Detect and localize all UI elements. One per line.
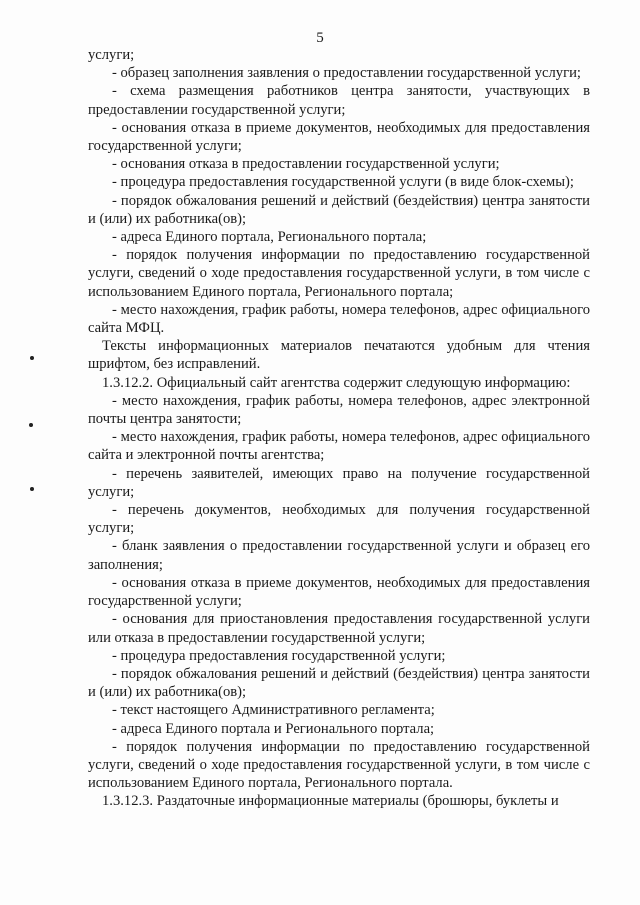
margin-mark xyxy=(30,487,34,491)
list-item: - основания для приостановления предоставления государственной услуги или отказа в предоставлении государственной услуги; xyxy=(88,611,590,646)
list-item: - основания отказа в предоставлении государственной услуги; xyxy=(112,156,500,173)
list-item: - порядок получения информации по предоставлению государственной услуги, сведений о ходе предоставления государственной услуги, в том числе с использованием Единого портала, Регионального портала; xyxy=(88,247,590,300)
list-item: - порядок обжалования решений и действий (бездействия) центра занятости и (или) их работника(ов); xyxy=(88,665,590,701)
list-item: - текст настоящего Административного регламента; xyxy=(112,702,435,719)
paragraph: услуги; xyxy=(88,47,135,63)
list-item: - схема размещения работников центра занятости, участвующих в предоставлении государственной услуги; xyxy=(88,83,590,118)
list-item: - бланк заявления о предоставлении государственной услуги и образец его заполнения; xyxy=(88,538,590,573)
list-item: - основания отказа в приеме документов, необходимых для предоставления государственной услуги; xyxy=(88,119,590,155)
list-item: - перечень документов, необходимых для получения государственной услуги; xyxy=(88,502,590,537)
list-item: - порядок получения информации по предоставлению государственной услуги, сведений о ходе предоставления государственной услуги, в том числе с использованием Единого портала, Регионального портала. xyxy=(88,738,590,792)
list-item: - процедура предоставления государственной услуги (в виде блок-схемы); xyxy=(112,174,574,191)
list-item: - место нахождения, график работы, номера телефонов, адрес официального сайта и электронной почты агентства; xyxy=(88,429,590,464)
list-item: - адреса Единого портала, Регионального портала; xyxy=(112,229,427,246)
margin-mark xyxy=(30,356,34,360)
list-item: - образец заполнения заявления о предоставлении государственной услуги; xyxy=(112,65,581,82)
page-number: 5 xyxy=(316,30,324,46)
list-item: - адреса Единого портала и Регионального портала; xyxy=(112,720,435,737)
list-item: - порядок обжалования решений и действий (бездействия) центра занятости и (или) их работника(ов); xyxy=(88,192,590,227)
section-paragraph: 1.3.12.3. Раздаточные информационные материалы (брошюры, буклеты и xyxy=(102,793,559,810)
list-item: - перечень заявителей, имеющих право на получение государственной услуги; xyxy=(88,465,590,500)
document-body xyxy=(88,46,590,811)
list-item: - место нахождения, график работы, номера телефонов, адрес официального сайта МФЦ. xyxy=(88,301,590,337)
list-item: - основания отказа в приеме документов, необходимых для предоставления государственной услуги; xyxy=(88,574,590,610)
list-item: - процедура предоставления государственной услуги; xyxy=(112,647,446,664)
margin-mark xyxy=(29,423,33,427)
list-item: - место нахождения, график работы, номера телефонов, адрес электронной почты центра занятости; xyxy=(88,392,590,428)
paragraph: Тексты информационных материалов печатаются удобным для чтения шрифтом, без исправлений. xyxy=(88,338,590,373)
section-paragraph: 1.3.12.2. Официальный сайт агентства содержит следующую информацию: xyxy=(102,374,571,391)
